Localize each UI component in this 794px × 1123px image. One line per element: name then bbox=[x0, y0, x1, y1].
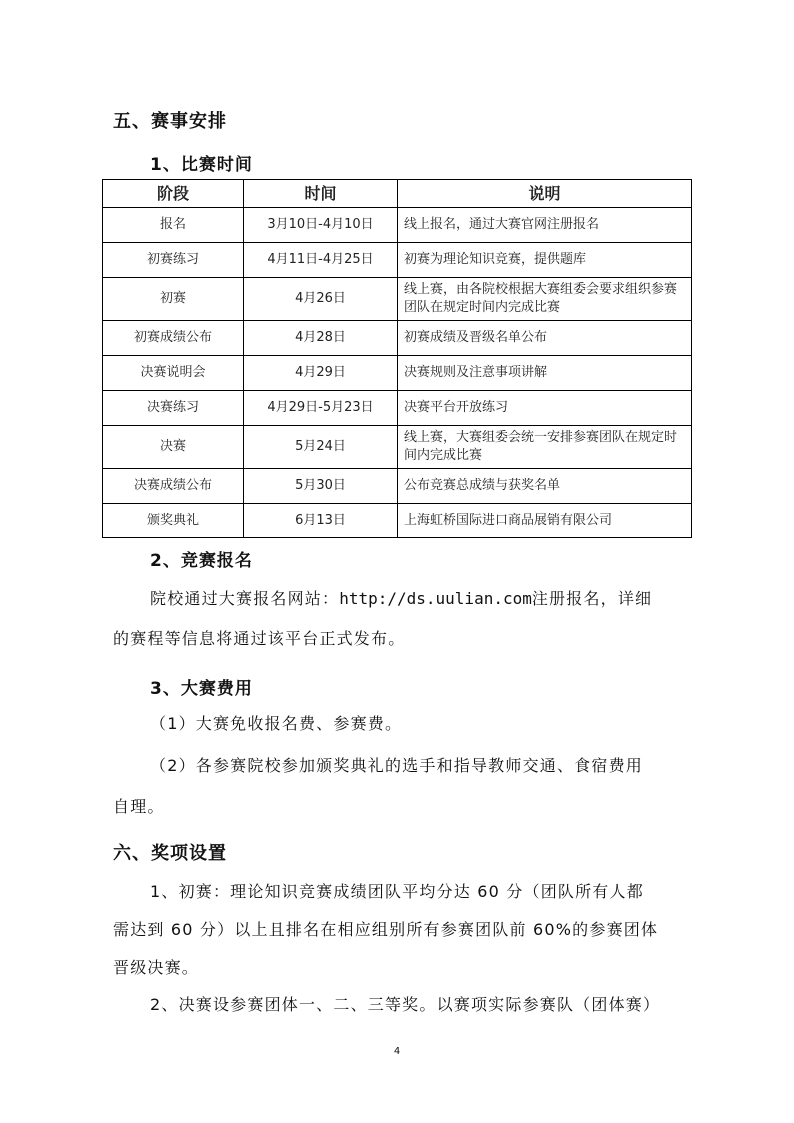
paragraph-line: 的赛程等信息将通过该平台正式发布。 bbox=[113, 629, 406, 648]
paragraph-line: 自理。 bbox=[113, 797, 165, 816]
subsection-heading: 3、大赛费用 bbox=[150, 679, 253, 699]
table-row bbox=[103, 356, 692, 391]
time-cell: 5月24日 bbox=[244, 426, 398, 469]
paragraph-line: 1、初赛：理论知识竞赛成绩团队平均分达 60 分（团队所有人都 bbox=[150, 882, 644, 901]
stage-cell: 初赛成绩公布 bbox=[103, 321, 244, 356]
paragraph-line: （1）大赛免收报名费、参赛费。 bbox=[150, 714, 403, 733]
table-row bbox=[103, 243, 692, 278]
paragraph-line: 需达到 60 分）以上且排名在相应组别所有参赛团队前 60%的参赛团体 bbox=[113, 920, 659, 939]
subsection-heading: 2、竞赛报名 bbox=[150, 551, 253, 571]
stage-cell: 决赛成绩公布 bbox=[103, 469, 244, 504]
time-cell: 3月10日-4月10日 bbox=[244, 208, 398, 243]
table-row bbox=[103, 469, 692, 504]
time-cell: 4月11日-4月25日 bbox=[244, 243, 398, 278]
table-row bbox=[103, 278, 692, 321]
desc-cell: 线上赛，由各院校根据大赛组委会要求组织参赛团队在规定时间内完成比赛 bbox=[398, 278, 692, 321]
desc-cell: 上海虹桥国际进口商品展销有限公司 bbox=[398, 504, 692, 538]
section-heading: 五、赛事安排 bbox=[113, 111, 227, 132]
table-row bbox=[103, 321, 692, 356]
text-span: 院校通过大赛报名网站： bbox=[150, 589, 340, 608]
page-number: 4 bbox=[393, 1046, 401, 1057]
column-header: 时间 bbox=[244, 180, 398, 208]
time-cell: 4月28日 bbox=[244, 321, 398, 356]
desc-cell: 公布竞赛总成绩与获奖名单 bbox=[398, 469, 692, 504]
schedule-table bbox=[102, 179, 692, 538]
desc-cell: 线上报名，通过大赛官网注册报名 bbox=[398, 208, 692, 243]
stage-cell: 颁奖典礼 bbox=[103, 504, 244, 538]
time-cell: 4月26日 bbox=[244, 278, 398, 321]
table-row bbox=[103, 208, 692, 243]
desc-cell: 决赛规则及注意事项讲解 bbox=[398, 356, 692, 391]
paragraph-line: 晋级决赛。 bbox=[113, 958, 200, 977]
time-cell: 5月30日 bbox=[244, 469, 398, 504]
registration-url: http://ds.uulian.com bbox=[339, 589, 532, 608]
stage-cell: 决赛 bbox=[103, 426, 244, 469]
time-cell: 4月29日 bbox=[244, 356, 398, 391]
paragraph-line: 2、决赛设参赛团体一、二、三等奖。以赛项实际参赛队（团体赛） bbox=[150, 995, 661, 1014]
desc-cell: 决赛平台开放练习 bbox=[398, 391, 692, 426]
table-row bbox=[103, 391, 692, 426]
desc-cell: 初赛为理论知识竞赛，提供题库 bbox=[398, 243, 692, 278]
stage-cell: 初赛练习 bbox=[103, 243, 244, 278]
column-header: 说明 bbox=[398, 180, 692, 208]
column-header: 阶段 bbox=[103, 180, 244, 208]
table-row bbox=[103, 426, 692, 469]
section-heading: 六、奖项设置 bbox=[113, 843, 227, 864]
time-cell: 6月13日 bbox=[244, 504, 398, 538]
subsection-heading: 1、比赛时间 bbox=[150, 155, 253, 175]
stage-cell: 初赛 bbox=[103, 278, 244, 321]
time-cell: 4月29日-5月23日 bbox=[244, 391, 398, 426]
desc-cell: 线上赛，大赛组委会统一安排参赛团队在规定时间内完成比赛 bbox=[398, 426, 692, 469]
paragraph-line bbox=[150, 589, 652, 609]
table-row bbox=[103, 504, 692, 538]
stage-cell: 报名 bbox=[103, 208, 244, 243]
text-span: 注册报名，详细 bbox=[531, 589, 653, 608]
paragraph-line: （2）各参赛院校参加颁奖典礼的选手和指导教师交通、食宿费用 bbox=[150, 756, 643, 775]
table-header-row bbox=[103, 180, 692, 208]
stage-cell: 决赛说明会 bbox=[103, 356, 244, 391]
desc-cell: 初赛成绩及晋级名单公布 bbox=[398, 321, 692, 356]
stage-cell: 决赛练习 bbox=[103, 391, 244, 426]
